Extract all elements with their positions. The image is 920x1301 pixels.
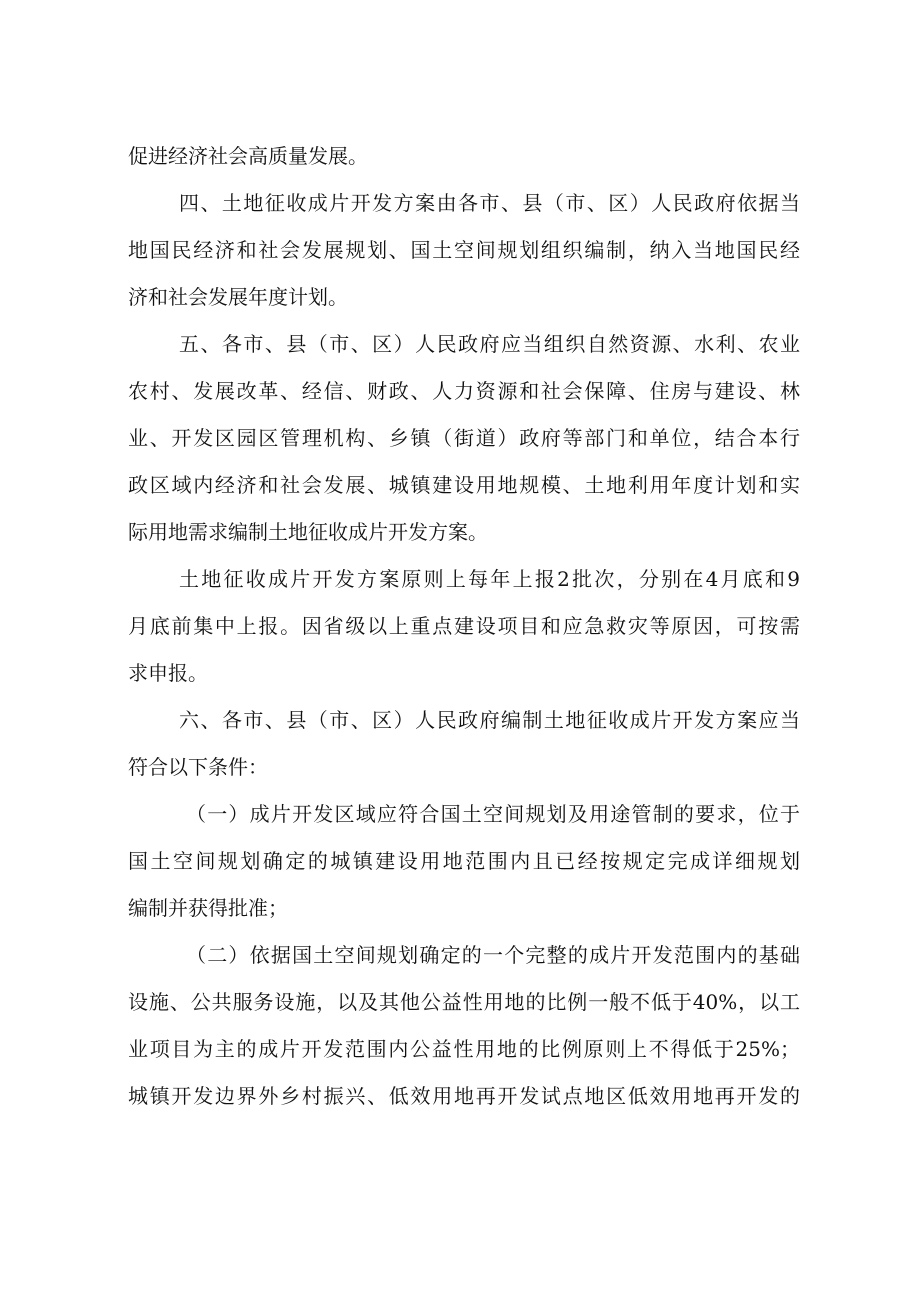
paragraph-five-line-1: 五、各市、县（市、区）人民政府应当组织自然资源、水利、农业: [179, 332, 800, 356]
text-line: 编制并获得批准；: [128, 896, 288, 920]
text-line: 业项目为主的成片开发范围内公益性用地的比例原则上不得低于25%；: [128, 1037, 800, 1061]
paragraph-six-line-1: 六、各市、县（市、区）人民政府编制土地征收成片开发方案应当: [179, 708, 800, 732]
text-line: 农村、发展改革、经信、财政、人力资源和社会保障、住房与建设、林: [128, 379, 800, 403]
item-two-line-1: （二）依据国土空间规划确定的一个完整的成片开发范围内的基础: [186, 943, 800, 967]
reporting-paragraph-line-1: 土地征收成片开发方案原则上每年上报2批次，分别在4月底和9: [179, 567, 800, 591]
text-line: 地国民经济和社会发展规划、国土空间规划组织编制，纳入当地国民经: [128, 238, 800, 262]
text-line: 济和社会发展年度计划。: [128, 285, 348, 309]
item-one-line-1: （一）成片开发区域应符合国土空间规划及用途管制的要求，位于: [186, 802, 800, 826]
text-line: 符合以下条件：: [128, 755, 268, 779]
text-line: 月底前集中上报。因省级以上重点建设项目和应急救灾等原因，可按需: [128, 614, 800, 638]
text-line: 际用地需求编制土地征收成片开发方案。: [128, 520, 488, 544]
text-line: 政区域内经济和社会发展、城镇建设用地规模、土地利用年度计划和实: [128, 473, 800, 497]
text-line: 业、开发区园区管理机构、乡镇（街道）政府等部门和单位，结合本行: [128, 426, 800, 450]
text-line: 求申报。: [128, 661, 208, 685]
text-line: 城镇开发边界外乡村振兴、低效用地再开发试点地区低效用地再开发的: [128, 1084, 800, 1108]
paragraph-four-line-1: 四、土地征收成片开发方案由各市、县（市、区）人民政府依据当: [179, 191, 800, 215]
text-line: 设施、公共服务设施，以及其他公益性用地的比例一般不低于40%，以工: [128, 990, 800, 1014]
text-line: 促进经济社会高质量发展。: [128, 144, 368, 168]
text-line: 国土空间规划确定的城镇建设用地范围内且已经按规定完成详细规划: [128, 849, 800, 873]
